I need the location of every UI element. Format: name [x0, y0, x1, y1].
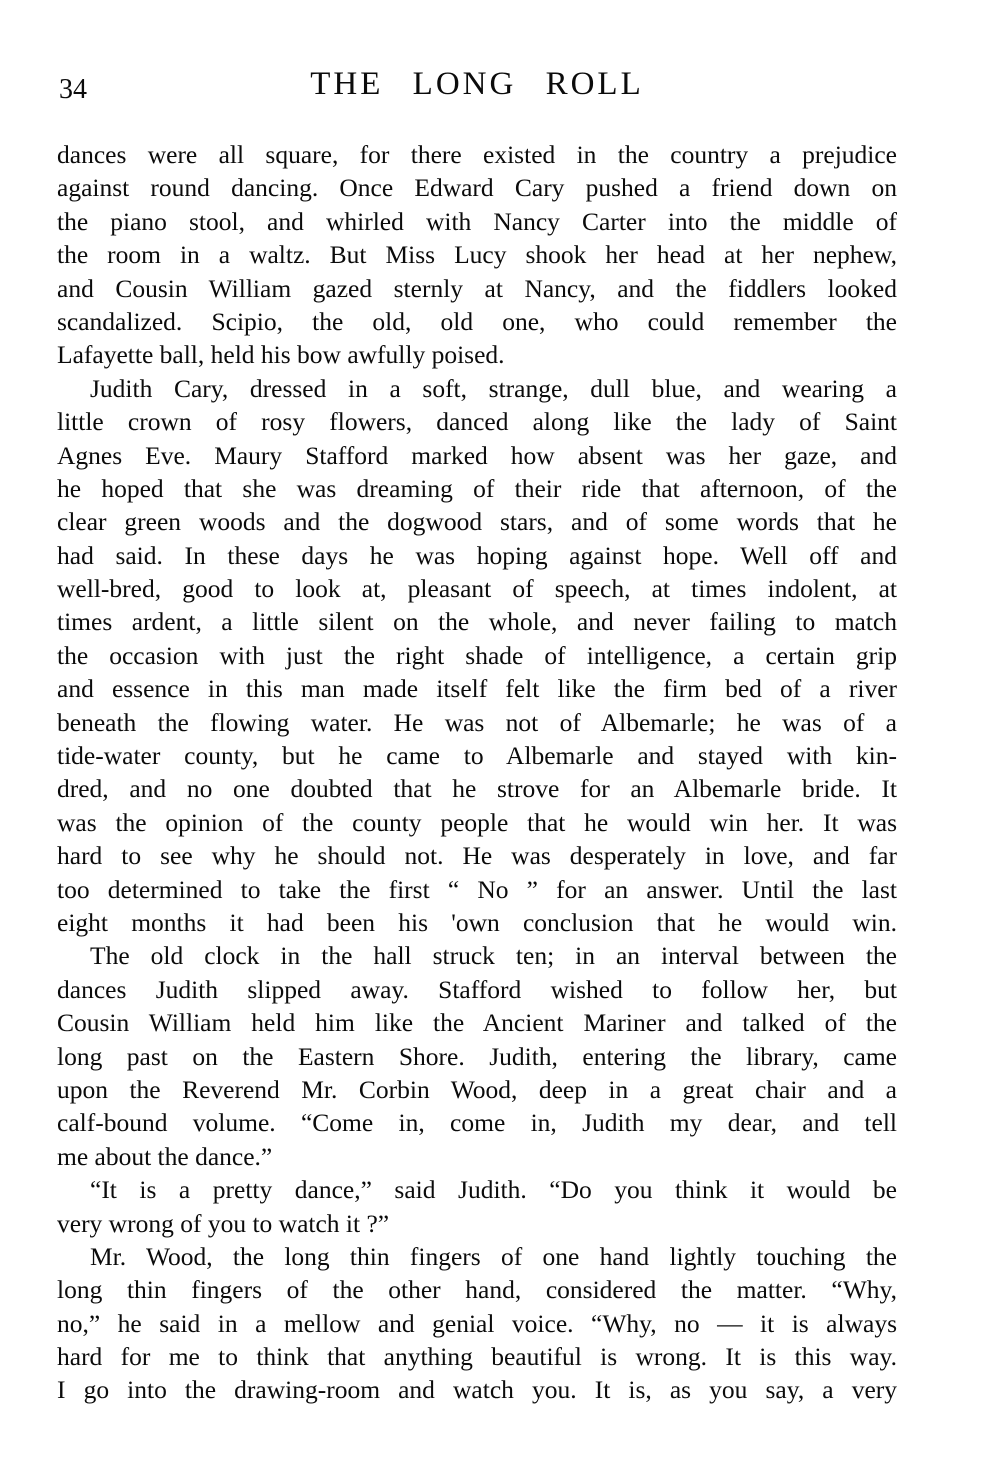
text-line: calf-bound volume. “Come in, come in, Judith my dear, and tell	[57, 1108, 897, 1138]
text-line: dances Judith slipped away. Stafford wished to follow her, but	[57, 974, 897, 1004]
text-line: times ardent, a little silent on the whole, and never failing to match	[57, 607, 897, 637]
text-line: had said. In these days he was hoping against hope. Well off and	[57, 540, 897, 570]
text-line: well-bred, good to look at, pleasant of speech, at times indolent, at	[57, 574, 897, 604]
text-line: me about the dance.”	[57, 1141, 273, 1171]
page-header	[57, 66, 897, 112]
text-line: the occasion with just the right shade of intelligence, a certain grip	[57, 640, 897, 670]
text-line: was the opinion of the county people that he would win her. It was	[57, 807, 897, 837]
text-line: he hoped that she was dreaming of their ride that afternoon, of the	[57, 473, 897, 503]
text-line: little crown of rosy flowers, danced along like the lady of Saint	[57, 407, 897, 437]
text-line: Agnes Eve. Maury Stafford marked how absent was her gaze, and	[57, 440, 897, 470]
page-body	[57, 138, 897, 1407]
text-line: very wrong of you to watch it ?”	[57, 1208, 390, 1238]
text-line: hard to see why he should not. He was desperately in love, and far	[57, 841, 897, 871]
page-number: 34	[59, 74, 87, 105]
text-line: the room in a waltz. But Miss Lucy shook her head at her nephew,	[57, 240, 897, 270]
text-line: Judith Cary, dressed in a soft, strange, dull blue, and wearing a	[90, 373, 897, 403]
text-line: long past on the Eastern Shore. Judith, entering the library, came	[57, 1041, 897, 1071]
text-line: Lafayette ball, held his bow awfully poised.	[57, 340, 505, 370]
text-line: The old clock in the hall struck ten; in an interval between the	[90, 941, 897, 971]
text-line: beneath the flowing water. He was not of Albemarle; he was of a	[57, 707, 897, 737]
text-line: Mr. Wood, the long thin fingers of one hand lightly touching the	[90, 1241, 897, 1271]
running-title: THE LONG ROLL	[310, 66, 644, 102]
text-line: eight months it had been his 'own conclusion that he would win.	[57, 907, 897, 937]
paragraph	[57, 1173, 897, 1240]
text-line: tide-water county, but he came to Albemarle and stayed with kin-	[57, 741, 897, 771]
paragraph	[57, 372, 897, 940]
text-line: Cousin William held him like the Ancient Mariner and talked of the	[57, 1008, 897, 1038]
text-line: and essence in this man made itself felt like the firm bed of a river	[57, 674, 897, 704]
text-line: I go into the drawing-room and watch you. It is, as you say, a very	[57, 1375, 897, 1405]
text-line: and Cousin William gazed sternly at Nancy, and the fiddlers looked	[57, 273, 897, 303]
text-line: dred, and no one doubted that he strove for an Albemarle bride. It	[57, 774, 897, 804]
text-line: the piano stool, and whirled with Nancy Carter into the middle of	[57, 206, 897, 236]
text-line: hard for me to think that anything beautiful is wrong. It is this way.	[57, 1342, 897, 1372]
paragraph	[57, 1240, 897, 1407]
paragraph	[57, 939, 897, 1173]
text-line: no,” he said in a mellow and genial voice. “Why, no — it is always	[57, 1308, 897, 1338]
text-line: against round dancing. Once Edward Cary pushed a friend down on	[57, 173, 897, 203]
text-line: “It is a pretty dance,” said Judith. “Do you think it would be	[90, 1175, 897, 1205]
text-line: upon the Reverend Mr. Corbin Wood, deep in a great chair and a	[57, 1074, 897, 1104]
text-line: too determined to take the first “ No ” for an answer. Until the last	[57, 874, 897, 904]
text-line: clear green woods and the dogwood stars, and of some words that he	[57, 507, 897, 537]
paragraph	[57, 138, 897, 372]
text-line: scandalized. Scipio, the old, old one, who could remember the	[57, 306, 897, 336]
text-line: dances were all square, for there existed in the country a prejudice	[57, 140, 897, 169]
text-line: long thin fingers of the other hand, considered the matter. “Why,	[57, 1275, 897, 1305]
